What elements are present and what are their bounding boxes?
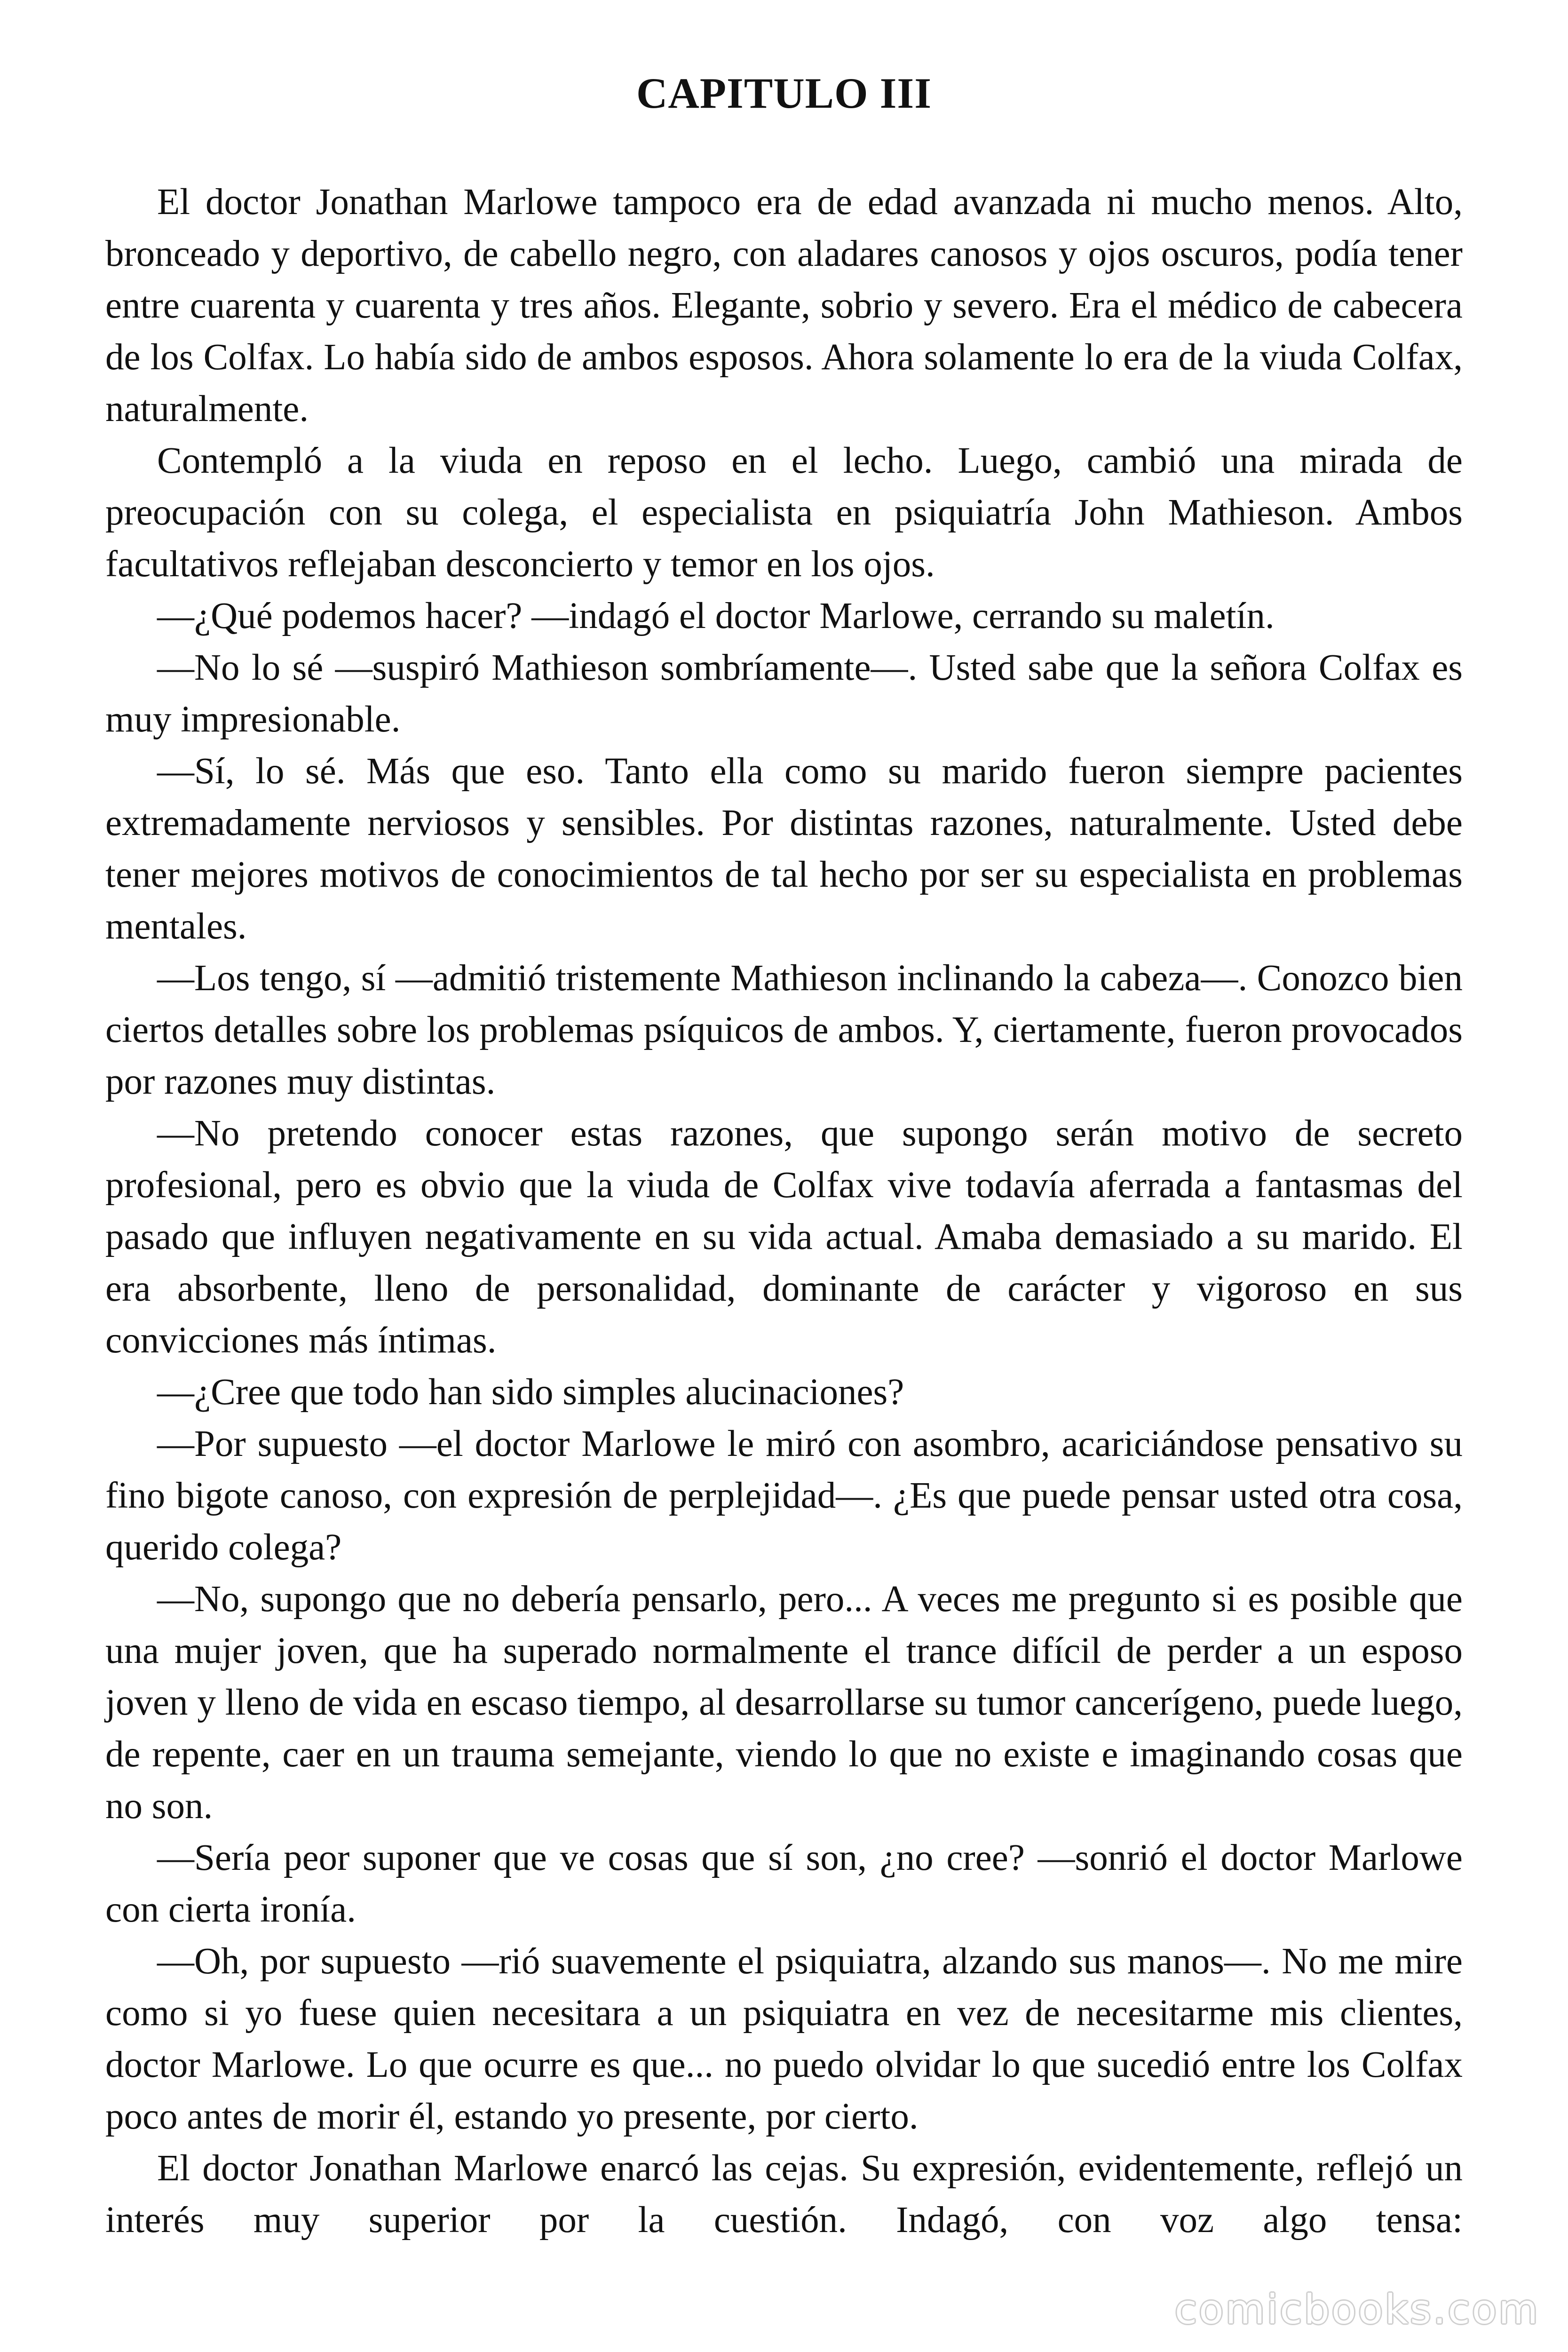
paragraph: —¿Cree que todo han sido simples alucinaciones?: [157, 1372, 904, 1413]
paragraph: —¿Qué podemos hacer? —indagó el doctor Marlowe, cerrando su maletín.: [157, 596, 1275, 636]
paragraph: —Sí, lo sé. Más que eso. Tanto ella como su marido fueron siempre pacientes extremadamente nerviosos y sensibles. Por distintas razones, naturalmente. Usted debe tener mejores motivos de conocimientos de tal hecho por ser su especialista en problemas mentales.: [105, 751, 1463, 947]
paragraph: —Los tengo, sí —admitió tristemente Mathieson inclinando la cabeza—. Conozco bien ciertos detalles sobre los problemas psíquicos de ambos. Y, ciertamente, fueron provocados por razones muy distintas.: [105, 958, 1463, 1102]
paragraph: —No, supongo que no debería pensarlo, pero... A veces me pregunto si es posible que una mujer joven, que ha superado normalmente el trance difícil de perder a un esposo joven y lleno de vida en escaso tiempo, al desarrollarse su tumor cancerígeno, puede luego, de repente, caer en un trauma semejante, viendo lo que no existe e imaginando cosas que no son.: [105, 1579, 1463, 1827]
paragraph: El doctor Jonathan Marlowe enarcó las cejas. Su expresión, evidentemente, reflejó un interés muy superior por la cuestión. Indagó, con voz algo tensa:: [105, 2148, 1463, 2241]
paragraph: —No lo sé —suspiró Mathieson sombríamente—. Usted sabe que la señora Colfax es muy impresionable.: [105, 647, 1463, 740]
paragraph: —Oh, por supuesto —rió suavemente el psiquiatra, alzando sus manos—. No me mire como si yo fuese quien necesitara a un psiquiatra en vez de necesitarme mis clientes, doctor Marlowe. Lo que ocurre es que... no puedo olvidar lo que sucedió entre los Colfax poco antes de morir él, estando yo presente, por cierto.: [105, 1941, 1463, 2137]
paragraph: —Sería peor suponer que ve cosas que sí son, ¿no cree? —sonrió el doctor Marlowe con cierta ironía.: [105, 1837, 1463, 1930]
paragraph: —No pretendo conocer estas razones, que supongo serán motivo de secreto profesional, pero es obvio que la viuda de Colfax vive todavía aferrada a fantasmas del pasado que influyen negativamente en su vida actual. Amaba demasiado a su marido. El era absorbente, lleno de personalidad, dominante de carácter y vigoroso en sus convicciones más íntimas.: [105, 1113, 1463, 1361]
paragraph: El doctor Jonathan Marlowe tampoco era de edad avanzada ni mucho menos. Alto, bronceado y deportivo, de cabello negro, con aladares canosos y ojos oscuros, podía tener entre cuarenta y cuarenta y tres años. Elegante, sobrio y severo. Era el médico de cabecera de los Colfax. Lo había sido de ambos esposos. Ahora solamente lo era de la viuda Colfax, naturalmente.: [105, 182, 1463, 429]
watermark: comicbooks.com: [1174, 2286, 1540, 2333]
paragraph: Contempló a la viuda en reposo en el lecho. Luego, cambió una mirada de preocupación con su colega, el especialista en psiquiatría John Mathieson. Ambos facultativos reflejaban desconcierto y temor en los ojos.: [105, 440, 1463, 585]
paragraph: —Por supuesto —el doctor Marlowe le miró con asombro, acariciándose pensativo su fino bigote canoso, con expresión de perplejidad—. ¿Es que puede pensar usted otra cosa, querido colega?: [105, 1423, 1463, 1568]
chapter-title: CAPITULO III: [636, 69, 932, 117]
chapter-body: [105, 176, 1463, 2246]
